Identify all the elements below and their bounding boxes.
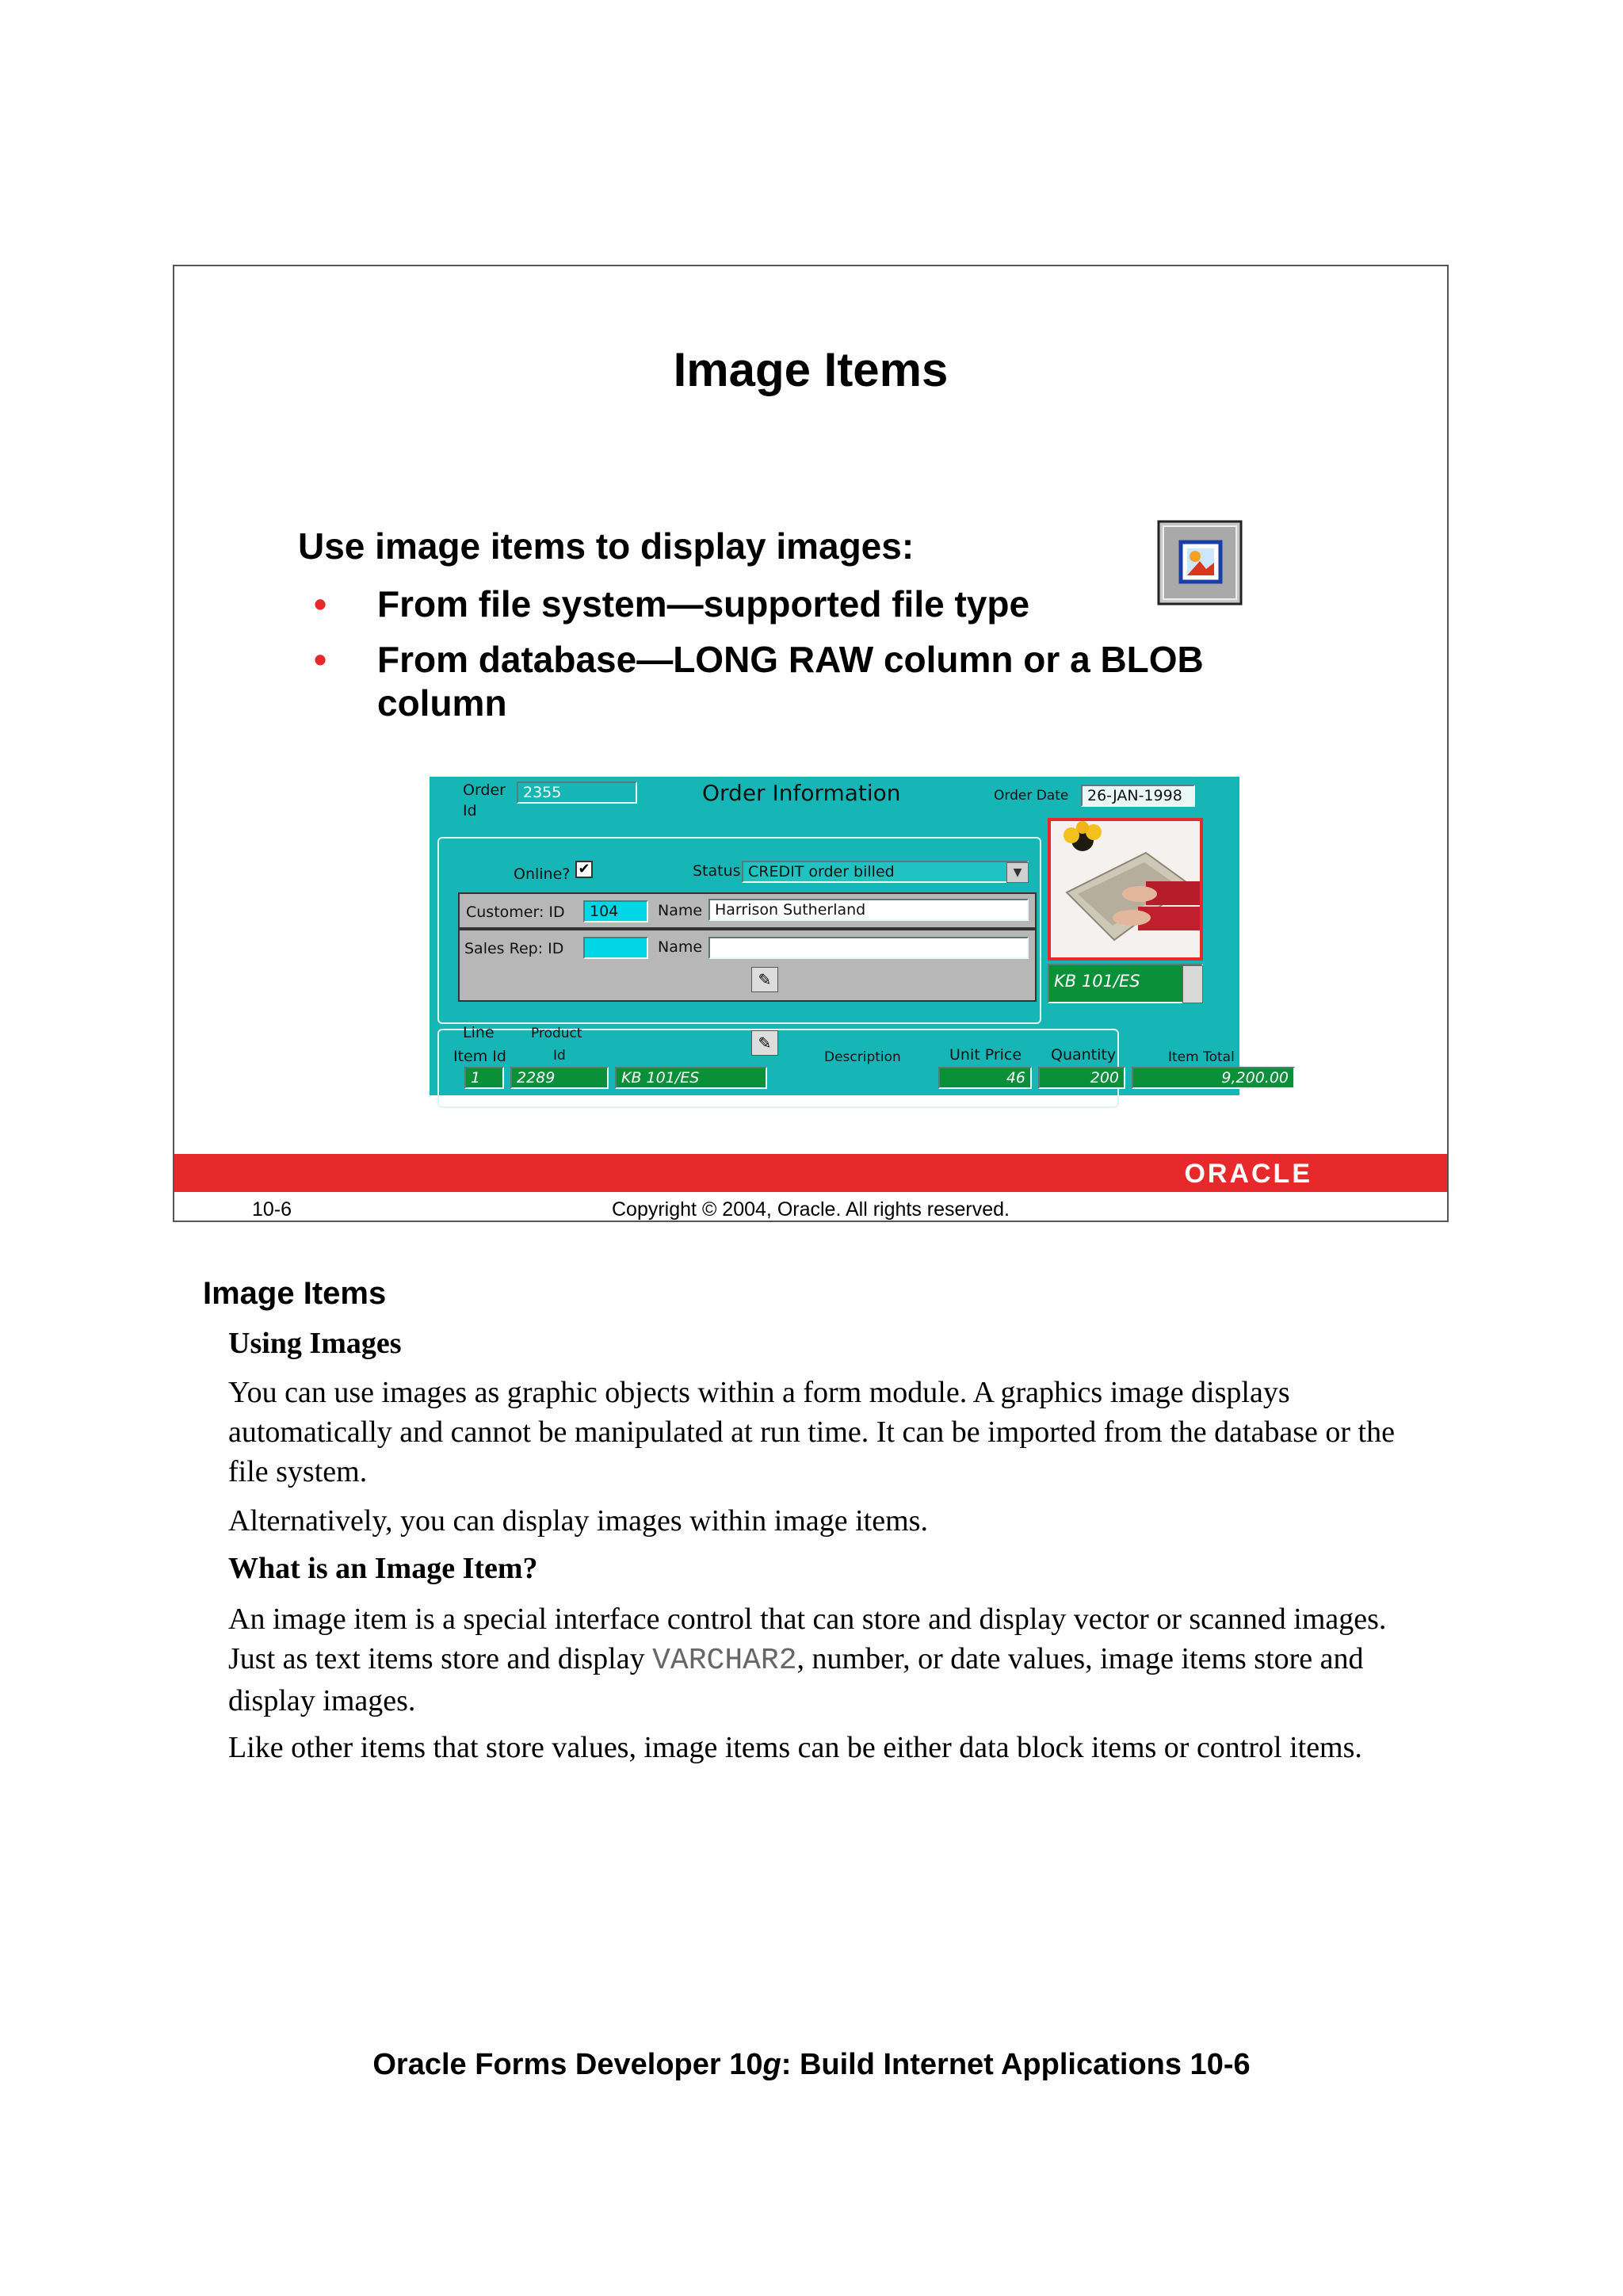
- description-cell[interactable]: KB 101/ES: [615, 1067, 767, 1089]
- product-id-cell[interactable]: 2289: [510, 1067, 609, 1089]
- order-form-screenshot: [430, 777, 1289, 1095]
- unit-price-cell[interactable]: 46: [938, 1067, 1032, 1089]
- image-caption-field[interactable]: KB 101/ES: [1048, 964, 1203, 1003]
- description-col-label: Description: [824, 1049, 901, 1065]
- form-title: Order Information: [702, 780, 901, 806]
- image-item-icon: [1157, 520, 1244, 607]
- online-checkbox[interactable]: ✔: [575, 861, 593, 878]
- order-id-field[interactable]: 2355: [517, 781, 637, 804]
- order-id-label: Order: [463, 781, 506, 799]
- order-id-label-2: Id: [463, 802, 477, 819]
- slide-frame: [173, 265, 1449, 1222]
- notes-paragraph: Alternatively, you can display images within image items.: [228, 1504, 928, 1538]
- lov-icon[interactable]: ✎: [751, 1030, 778, 1056]
- page-footer: Oracle Forms Developer 10g: Build Internet Applications 10-6: [372, 2048, 1251, 2081]
- sales-rep-name-field[interactable]: [708, 937, 1029, 959]
- notes-subheading: What is an Image Item?: [228, 1552, 538, 1585]
- sales-rep-id-field[interactable]: [583, 937, 648, 959]
- bullet-icon: •: [314, 583, 327, 625]
- customer-id-field[interactable]: 104: [583, 900, 648, 923]
- item-total-col-label: Item Total: [1168, 1049, 1235, 1065]
- notes-paragraph: You can use images as graphic objects within a form module. A graphics image displays automatically and cannot be manipulated at run time. It can be imported from the database or the file system.: [228, 1376, 1395, 1488]
- code-text: VARCHAR2: [652, 1644, 797, 1678]
- online-label: Online?: [514, 865, 571, 883]
- oracle-logo: ORACLE: [1184, 1159, 1312, 1189]
- notes-paragraph: An image item is a special interface control that can store and display vector or scanned images. Just as text items store and display VARCHAR2, number, or date values, image items store and display images.: [228, 1603, 1387, 1717]
- product-col-label-1: Product: [531, 1026, 582, 1041]
- item-total-cell[interactable]: 9,200.00: [1132, 1067, 1295, 1089]
- keyboard-photo: [1051, 821, 1200, 957]
- quantity-col-label: Quantity: [1051, 1046, 1117, 1064]
- order-date-label: Order Date: [994, 788, 1069, 804]
- slide-intro: Use image items to display images:: [298, 525, 915, 567]
- notes-heading: Image Items: [203, 1276, 387, 1311]
- sales-rep-label: Sales Rep: ID: [464, 940, 564, 957]
- slide-number: 10-6: [252, 1198, 292, 1221]
- notes-paragraph: Like other items that store values, image items can be either data block items or control items.: [228, 1731, 1362, 1764]
- product-col-label-2: Id: [553, 1048, 566, 1064]
- scrollbar[interactable]: [1182, 965, 1203, 1003]
- sales-rep-name-label: Name: [658, 938, 703, 956]
- lov-icon[interactable]: ✎: [751, 967, 778, 992]
- line-col-label-2: Item Id: [453, 1048, 506, 1065]
- line-col-label-1: Line: [463, 1024, 495, 1041]
- slide-title: Image Items: [673, 343, 949, 396]
- notes-subheading: Using Images: [228, 1327, 402, 1360]
- bullet-text: From file system—supported file type: [377, 583, 1030, 625]
- bullet-text-continued: column: [377, 682, 507, 724]
- image-item: [1048, 818, 1203, 961]
- unit-price-col-label: Unit Price: [949, 1046, 1022, 1064]
- copyright-text: Copyright © 2004, Oracle. All rights reserved.: [612, 1198, 1010, 1221]
- bullet-text: From database—LONG RAW column or a BLOB: [377, 639, 1204, 680]
- customer-name-label: Name: [658, 902, 703, 919]
- status-select[interactable]: CREDIT order billed: [742, 861, 1029, 883]
- quantity-cell[interactable]: 200: [1038, 1067, 1125, 1089]
- customer-name-field[interactable]: Harrison Sutherland: [708, 899, 1029, 921]
- customer-label: Customer: ID: [466, 904, 565, 921]
- bullet-icon: •: [314, 639, 327, 680]
- line-id-cell[interactable]: 1: [464, 1067, 504, 1089]
- chevron-down-icon[interactable]: ▼: [1006, 862, 1029, 883]
- order-date-field[interactable]: 26-JAN-1998: [1081, 785, 1195, 807]
- status-label: Status: [693, 862, 741, 880]
